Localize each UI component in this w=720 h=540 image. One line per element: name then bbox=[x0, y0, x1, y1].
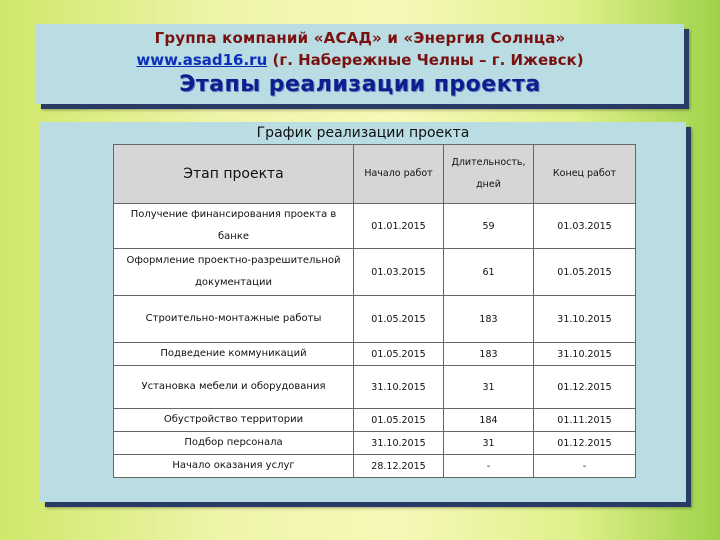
page-title: Этапы реализации проекта bbox=[179, 72, 541, 97]
cell-start: 31.10.2015 bbox=[354, 366, 444, 409]
table-row bbox=[114, 204, 636, 249]
cell-stage: Установка мебели и оборудования bbox=[114, 366, 354, 409]
cell-duration: 31 bbox=[444, 366, 534, 409]
cell-start: 01.05.2015 bbox=[354, 343, 444, 366]
cell-end: 01.03.2015 bbox=[534, 204, 636, 249]
table-row bbox=[114, 249, 636, 296]
cell-stage: Получение финансирования проекта в банке bbox=[114, 204, 354, 249]
cell-stage: Обустройство территории bbox=[114, 409, 354, 432]
column-header-end: Конец работ bbox=[534, 145, 636, 204]
content-panel bbox=[40, 122, 686, 502]
cell-start: 28.12.2015 bbox=[354, 455, 444, 478]
cell-duration: 61 bbox=[444, 249, 534, 296]
cell-start: 01.05.2015 bbox=[354, 296, 444, 343]
cell-start: 31.10.2015 bbox=[354, 432, 444, 455]
cell-duration: 183 bbox=[444, 296, 534, 343]
schedule-table bbox=[113, 144, 636, 478]
table-header-row bbox=[114, 145, 636, 204]
cell-stage: Начало оказания услуг bbox=[114, 455, 354, 478]
table-title: График реализации проекта bbox=[256, 125, 470, 141]
cell-end: 01.12.2015 bbox=[534, 366, 636, 409]
cell-duration: - bbox=[444, 455, 534, 478]
cell-start: 01.01.2015 bbox=[354, 204, 444, 249]
table-row bbox=[114, 455, 636, 478]
cell-duration: 183 bbox=[444, 343, 534, 366]
cell-stage: Строительно-монтажные работы bbox=[114, 296, 354, 343]
table-row bbox=[114, 343, 636, 366]
cities: (г. Набережные Челны – г. Ижевск) bbox=[272, 51, 584, 69]
column-header-start: Начало работ bbox=[354, 145, 444, 204]
cell-end: 01.05.2015 bbox=[534, 249, 636, 296]
cell-stage: Подведение коммуникаций bbox=[114, 343, 354, 366]
header-panel bbox=[36, 24, 684, 104]
table-row bbox=[114, 296, 636, 343]
cell-end: 01.12.2015 bbox=[534, 432, 636, 455]
cell-duration: 184 bbox=[444, 409, 534, 432]
table-row bbox=[114, 432, 636, 455]
table-row bbox=[114, 366, 636, 409]
cell-end: 31.10.2015 bbox=[534, 343, 636, 366]
column-header-duration: Длительность, дней bbox=[444, 145, 534, 204]
table-row bbox=[114, 409, 636, 432]
website-line bbox=[36, 51, 684, 69]
cell-end: 01.11.2015 bbox=[534, 409, 636, 432]
cell-start: 01.03.2015 bbox=[354, 249, 444, 296]
cell-stage: Подбор персонала bbox=[114, 432, 354, 455]
cell-start: 01.05.2015 bbox=[354, 409, 444, 432]
cell-end: - bbox=[534, 455, 636, 478]
cell-duration: 59 bbox=[444, 204, 534, 249]
website-link[interactable]: www.asad16.ru bbox=[136, 51, 268, 69]
cell-duration: 31 bbox=[444, 432, 534, 455]
cell-end: 31.10.2015 bbox=[534, 296, 636, 343]
column-header-stage: Этап проекта bbox=[114, 145, 354, 204]
cell-stage: Оформление проектно-разрешительной документации bbox=[114, 249, 354, 296]
company-name: Группа компаний «АСАД» и «Энергия Солнца» bbox=[154, 29, 566, 47]
